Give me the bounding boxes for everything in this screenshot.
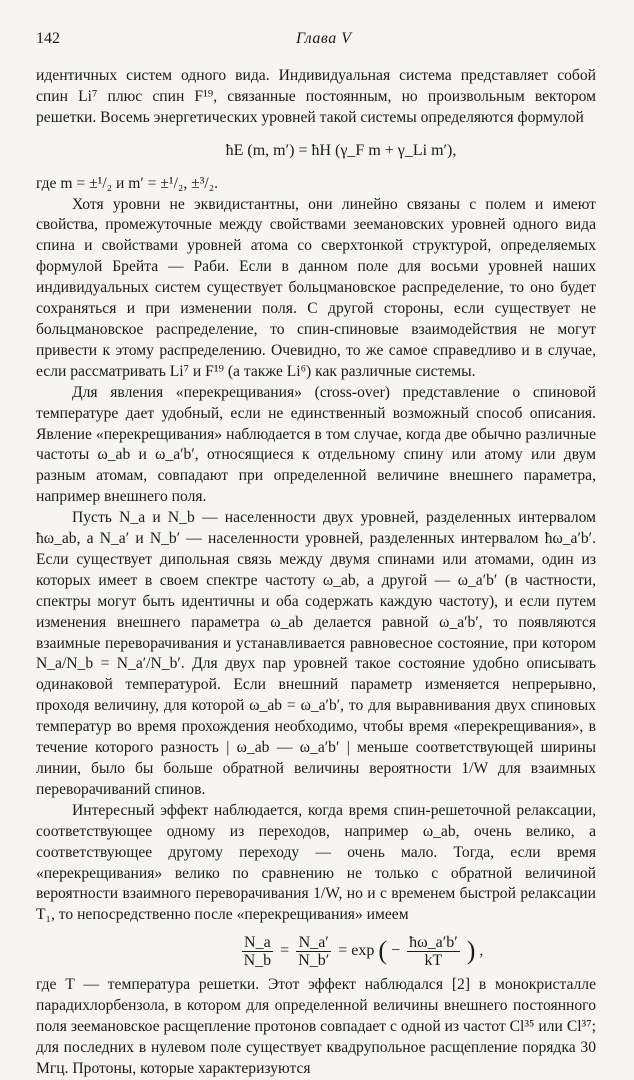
formula-energy-lhs: ħE (m, m′) = — [225, 141, 308, 159]
paragraph-3-text: Хотя уровни не эквидистантны, они линейно связаны с полем и имеют свойства, промежуточные между свойствами зеемановских уровней одного вида спина и свойствами уровней атома со сверхтонкой структурой, определяемых формулой Брейта — Раби. Если в данном поле для восьми уровней наших индивидуальных систем существует больцмановское распределение, то оно будет сохраняться и при изменении поля. С другой стороны, если существует не больцмановское распределение, то спин-спиновые взаимодействия не могут привести к этому распределению. Очевидно, то же самое справедливо и в случае, если рассматривать Li⁷ и F¹⁹ (а также Li⁶) как различные системы. — [36, 195, 596, 380]
paragraph-4-text: Для явления «перекрещивания» (cross-over) представление о спиновой температуре дает удобный, если не единственный возможный способ описания. Явление «перекрещивания» наблюдается в том случае, когда две обычно различные частоты ω_ab и ω_a′b′, относящиеся к отдельному спину или атому или двум разным атомам, совпадают при определенной величине внешнего параметра, например внешнего поля. — [36, 383, 596, 506]
paragraph-4 — [36, 383, 596, 508]
formula-energy-levels — [86, 141, 596, 162]
fraction-na-numerator: N_a — [242, 934, 274, 952]
fraction-exponent — [407, 934, 460, 969]
paragraph-5 — [36, 508, 596, 801]
fraction-exponent-numerator: ħω_a′b′ — [409, 934, 458, 952]
fraction-nb-denominator: N_b — [243, 952, 272, 970]
paragraph-7 — [36, 975, 596, 1080]
paragraph-2-text: где m = ±¹/₂ и m′ = ±¹/₂, ±³/₂. — [36, 174, 219, 192]
paragraph-2 — [36, 174, 596, 195]
minus-sign: − — [391, 942, 401, 960]
fraction-na-nb — [242, 934, 274, 969]
fraction-na-prime-nb-prime — [296, 934, 331, 969]
fraction-na-prime-numerator: N_a′ — [296, 934, 331, 952]
paragraph-6 — [36, 801, 596, 926]
paragraph-6-text: Интересный эффект наблюдается, когда время спин-решеточной релаксации, соответствующее одному из переходов, например ω_ab, очень велико, а соответствующее другому переходу — очень мало. Тогда, если время «перекрещивания» велико по сравнению не только с обратной величиной вероятности взаимного переворачивания 1/W, но и с временем быстрой релаксации T₁, то непосредственно после «перекрещивания» имеем — [36, 801, 596, 924]
equals-sign: = — [280, 942, 290, 960]
body-text — [36, 66, 596, 1080]
paragraph-5-text: Пусть N_a и N_b — населенности двух уровней, разделенных интервалом ħω_ab, а N_a′ и N_b′ — населенности уровней, разделенных интервалом ħω_a′b′. Если существует дипольная связь между двумя спинами или атомами, один из которых имеет в своем спектре частоту ω_ab, а другой — ω_a′b′ (в частности, спектры могут быть идентичны и оба содержать каждую частоту), и если путем изменения внешнего параметра ω_ab делается равной ω_a′b′, то появляются взаимные переворачивания и устанавливается равновесное состояние, при котором N_a/N_b = N_a′/N_b′. Для двух пар уровней такое состояние удобно описывать одинаковой температурой. Если внешний параметр изменяется непрерывно, проходя величину, для которой ω_ab = ω_a′b′, то для выравнивания двух спиновых температур во время прохождения необходимо, чтобы время «перекрещивания», в течение которого разность | ω_ab — ω_a′b′ | меньше соответствующей ширины линии, было бы больше обратной величины вероятности 1/W для взаимных переворачиваний спинов. — [36, 509, 596, 798]
chapter-title: Глава V — [296, 30, 352, 47]
paragraph-1 — [36, 66, 596, 129]
right-paren: ) — [466, 936, 476, 966]
page-number: 142 — [36, 30, 60, 47]
paragraph-3 — [36, 195, 596, 383]
formula-energy-rhs: ħH (γ_F m + γ_Li m′), — [311, 141, 457, 159]
formula-trailing-comma: , — [479, 942, 484, 960]
fraction-nb-prime-denominator: N_b′ — [298, 952, 330, 970]
formula-population-ratio — [126, 934, 596, 969]
paragraph-1-text: идентичных систем одного вида. Индивидуальная система представляет собой спин Li⁷ плюс спин F¹⁹, связанные постоянным, но произвольным вектором решетки. Восемь энергетических уровней такой системы определяются формулой — [36, 67, 596, 126]
paragraph-7-text: где T — температура решетки. Этот эффект наблюдался [2] в монокристалле парадихлорбензола, в котором для определенной величины внешнего постоянного поля зеемановское расщепление протонов совпадает с одной из частот Cl³⁵ или Cl³⁷; для последних в нулевом поле существует квадрупольное расщепление порядка 30 Мгц. Протоны, которые характеризуются — [36, 976, 596, 1077]
fraction-exponent-denominator: kT — [424, 952, 443, 970]
left-paren: ( — [378, 936, 388, 966]
running-header — [36, 30, 594, 52]
equals-exp: = exp — [338, 942, 375, 960]
